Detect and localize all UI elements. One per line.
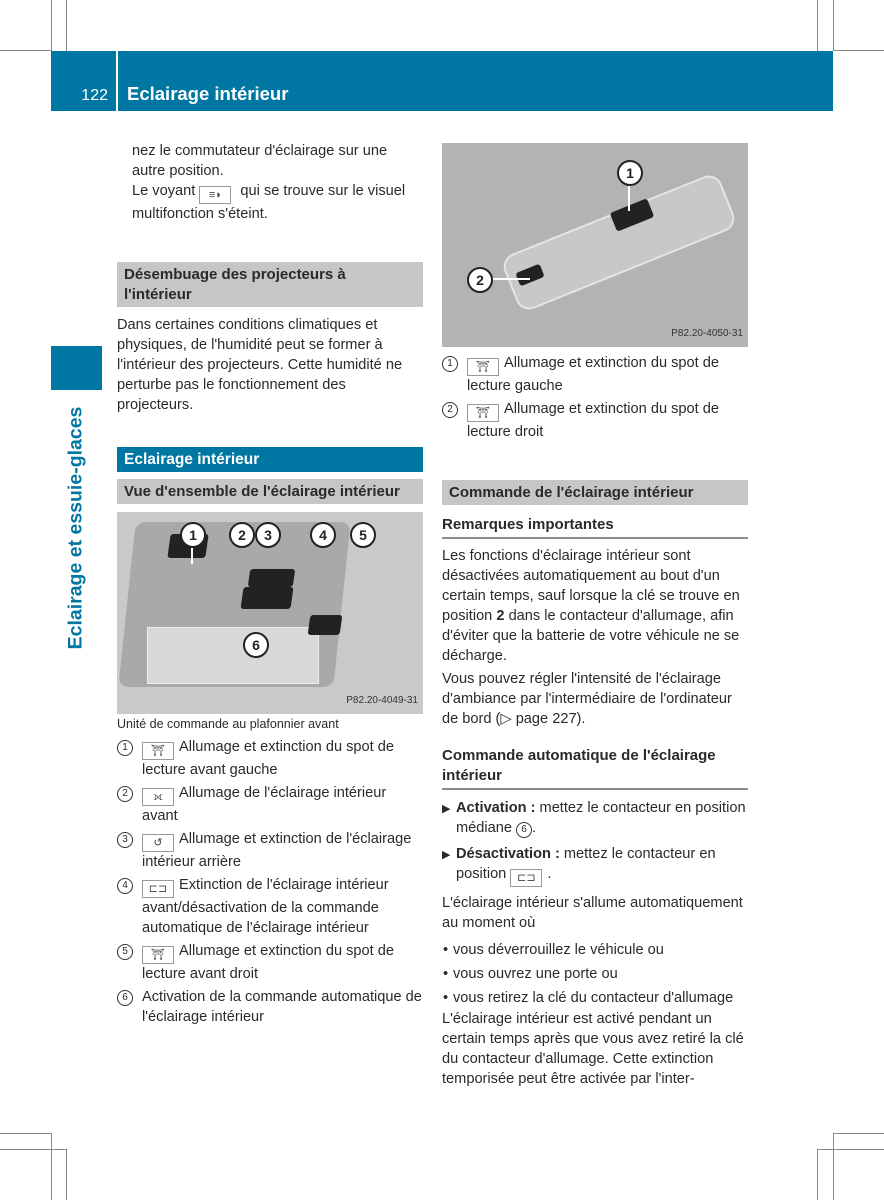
legend-number: 2 — [442, 402, 458, 418]
legend-text: Activation de la commande automatique de l'éclairage intérieur — [142, 989, 422, 1025]
remarks-text: Les fonctions d'éclairage intérieur sont désactivées automatiquement au bout d'un certain temps, sauf lorsque la clé se trouve en position — [442, 548, 740, 624]
chapter-tab-marker — [51, 346, 102, 390]
button-5-graphic — [308, 615, 343, 635]
section-heading-interior-lighting: Eclairage intérieur — [117, 447, 423, 472]
left-column — [117, 141, 423, 1027]
legend-text: Allumage et extinction du spot de lecture droit — [467, 401, 719, 440]
triangle-bullet-icon: ▶ — [442, 803, 451, 815]
legend-item — [117, 875, 423, 938]
bullet-text: vous ouvrez une porte ou — [453, 966, 618, 982]
figure-code: P82.20-4049-31 — [346, 695, 418, 706]
crop-mark — [817, 1149, 884, 1150]
closing-paragraph: L'éclairage intérieur est activé pendant un certain temps après que vous avez retiré la clé du contacteur d'allumage. Cette extinction temporisée peut être activée par l'inter- — [442, 1011, 744, 1087]
triangle-bullet-icon: ▶ — [442, 849, 451, 861]
page-title: Eclairage intérieur — [127, 83, 289, 104]
legend-text: Allumage de l'éclairage intérieur avant — [142, 785, 387, 824]
legend-number: 1 — [117, 740, 133, 756]
legend-item — [442, 399, 748, 442]
crop-mark — [66, 0, 67, 51]
lamp-housing-graphic — [499, 171, 738, 313]
crop-mark — [817, 0, 818, 51]
crop-mark — [833, 50, 884, 51]
legend-number: 1 — [442, 356, 458, 372]
crop-mark — [51, 1133, 52, 1200]
callout-2: 2 — [467, 267, 493, 293]
legend-number: 5 — [117, 944, 133, 960]
instruction-deactivation: ▶ Désactivation : mettez le contacteur en position ⊏⊐ . — [442, 844, 748, 887]
legend-number: 4 — [117, 878, 133, 894]
callout-6: 6 — [243, 632, 269, 658]
legend-item — [442, 353, 748, 396]
crop-mark — [833, 0, 834, 51]
defog-body: Dans certaines conditions climatiques et physiques, de l'humidité peut se former à l'intérieur des projecteurs. Cette humidité ne perturbe pas le fonctionnement des projecteurs. — [117, 317, 403, 413]
legend-item — [117, 987, 423, 1027]
legend-number: 2 — [117, 786, 133, 802]
section-heading-overview: Vue d'ensemble de l'éclairage intérieur — [117, 479, 423, 504]
figure-code: P82.20-4050-31 — [671, 328, 743, 339]
crop-mark — [833, 1133, 884, 1134]
crop-mark — [0, 50, 51, 51]
button-3-graphic — [248, 569, 296, 587]
callout-1: 1 — [180, 522, 206, 548]
leader-line — [492, 278, 530, 280]
intro-text-after: qui se trouve sur le visuel multifonction s'éteint. — [132, 183, 406, 222]
crop-mark — [0, 1133, 51, 1134]
header-divider — [116, 51, 118, 111]
legend-text: Allumage et extinction du spot de lecture avant gauche — [142, 739, 394, 778]
bullet-item — [442, 988, 748, 1008]
front-interior-light-icon: ⟗ — [142, 788, 174, 806]
reading-lamp-icon: ⛩ — [467, 404, 499, 422]
crop-mark — [817, 1149, 818, 1200]
crop-mark — [833, 1133, 834, 1200]
crop-mark — [51, 0, 52, 51]
interior-light-off-icon: ⊏⊐ — [510, 869, 542, 887]
legend-number: 3 — [117, 832, 133, 848]
remarks-heading: Remarques importantes — [442, 515, 748, 539]
section-heading-defog: Désembuage des projecteurs à l'intérieur — [117, 262, 423, 307]
legend-item — [117, 941, 423, 984]
callout-1: 1 — [617, 160, 643, 186]
key-position: 2 — [496, 608, 505, 624]
rear-reading-lamp-figure — [442, 143, 748, 347]
auto-intro: L'éclairage intérieur s'allume automatiquement au moment où — [442, 895, 743, 931]
crop-mark — [66, 1149, 67, 1200]
legend-item — [117, 829, 423, 872]
legend-item — [117, 783, 423, 826]
callout-5: 5 — [350, 522, 376, 548]
page-header — [51, 51, 833, 111]
bullet-text: vous déverrouillez le véhicule ou — [453, 942, 664, 958]
bullet-dot: • — [443, 966, 449, 982]
right-column — [442, 143, 748, 1089]
intro-text-before: Le voyant — [132, 183, 196, 199]
intro-line-1: nez le commutateur d'éclairage sur une autre position. — [132, 143, 388, 179]
figure-caption: Unité de commande au plafonnier avant — [117, 717, 339, 731]
bullet-dot: • — [443, 990, 449, 1006]
legend-item — [117, 737, 423, 780]
front-overhead-control-figure — [117, 512, 423, 714]
deactivation-label: Désactivation : — [456, 846, 560, 862]
crop-mark — [0, 1149, 66, 1150]
rear-interior-light-icon: ↺ — [142, 834, 174, 852]
intro-text — [117, 141, 423, 224]
instruction-activation: ▶ Activation : mettez le contacteur en position médiane 6 . — [442, 800, 746, 836]
auto-control-heading: Commande automatique de l'éclairage intérieur — [442, 746, 748, 790]
interior-light-off-icon: ⊏⊐ — [142, 880, 174, 898]
remarks-text: dans le contacteur d'allumage, afin d'éviter que la batterie de votre véhicule ne se décharge. — [442, 608, 740, 664]
remarks-paragraph-1 — [442, 546, 748, 666]
activation-text: mettez le contacteur en position médiane — [456, 800, 746, 836]
legend-text: Allumage et extinction du spot de lecture avant droit — [142, 943, 394, 982]
page-number: 122 — [81, 87, 108, 104]
legend-text: Allumage et extinction du spot de lecture gauche — [467, 355, 719, 394]
section-heading-control: Commande de l'éclairage intérieur — [442, 480, 748, 505]
deactivation-text: mettez le contacteur en position — [456, 846, 716, 882]
leader-line — [628, 183, 630, 211]
reading-lamp-icon: ⛩ — [142, 742, 174, 760]
callout-2: 2 — [229, 522, 255, 548]
panel-lower — [147, 627, 319, 684]
bullet-dot: • — [443, 942, 449, 958]
buttons-2-4-graphic — [240, 587, 293, 609]
activation-label: Activation : — [456, 800, 536, 816]
legend-text: Extinction de l'éclairage intérieur avant/désactivation de la commande automatique de l'éclairage intérieur — [142, 877, 389, 936]
legend-number: 6 — [117, 990, 133, 1006]
intro-line-2 — [132, 181, 423, 224]
reading-lamp-icon: ⛩ — [467, 358, 499, 376]
remarks-paragraph-2: Vous pouvez régler l'intensité de l'éclairage d'ambiance par l'intermédiaire de l'ordinateur de bord (▷ page 227). — [442, 671, 732, 727]
bullet-item — [442, 940, 748, 960]
chapter-tab-label: Eclairage et essuie-glaces — [64, 406, 87, 650]
bullet-text: vous retirez la clé du contacteur d'allumage — [453, 990, 734, 1006]
reading-lamp-icon: ⛩ — [142, 946, 174, 964]
position-6-ref: 6 — [516, 822, 532, 838]
bullet-item — [442, 964, 748, 984]
legend-text: Allumage et extinction de l'éclairage intérieur arrière — [142, 831, 412, 870]
auto-headlamp-indicator-icon: ≡◗ — [199, 186, 231, 204]
callout-4: 4 — [310, 522, 336, 548]
callout-3: 3 — [255, 522, 281, 548]
